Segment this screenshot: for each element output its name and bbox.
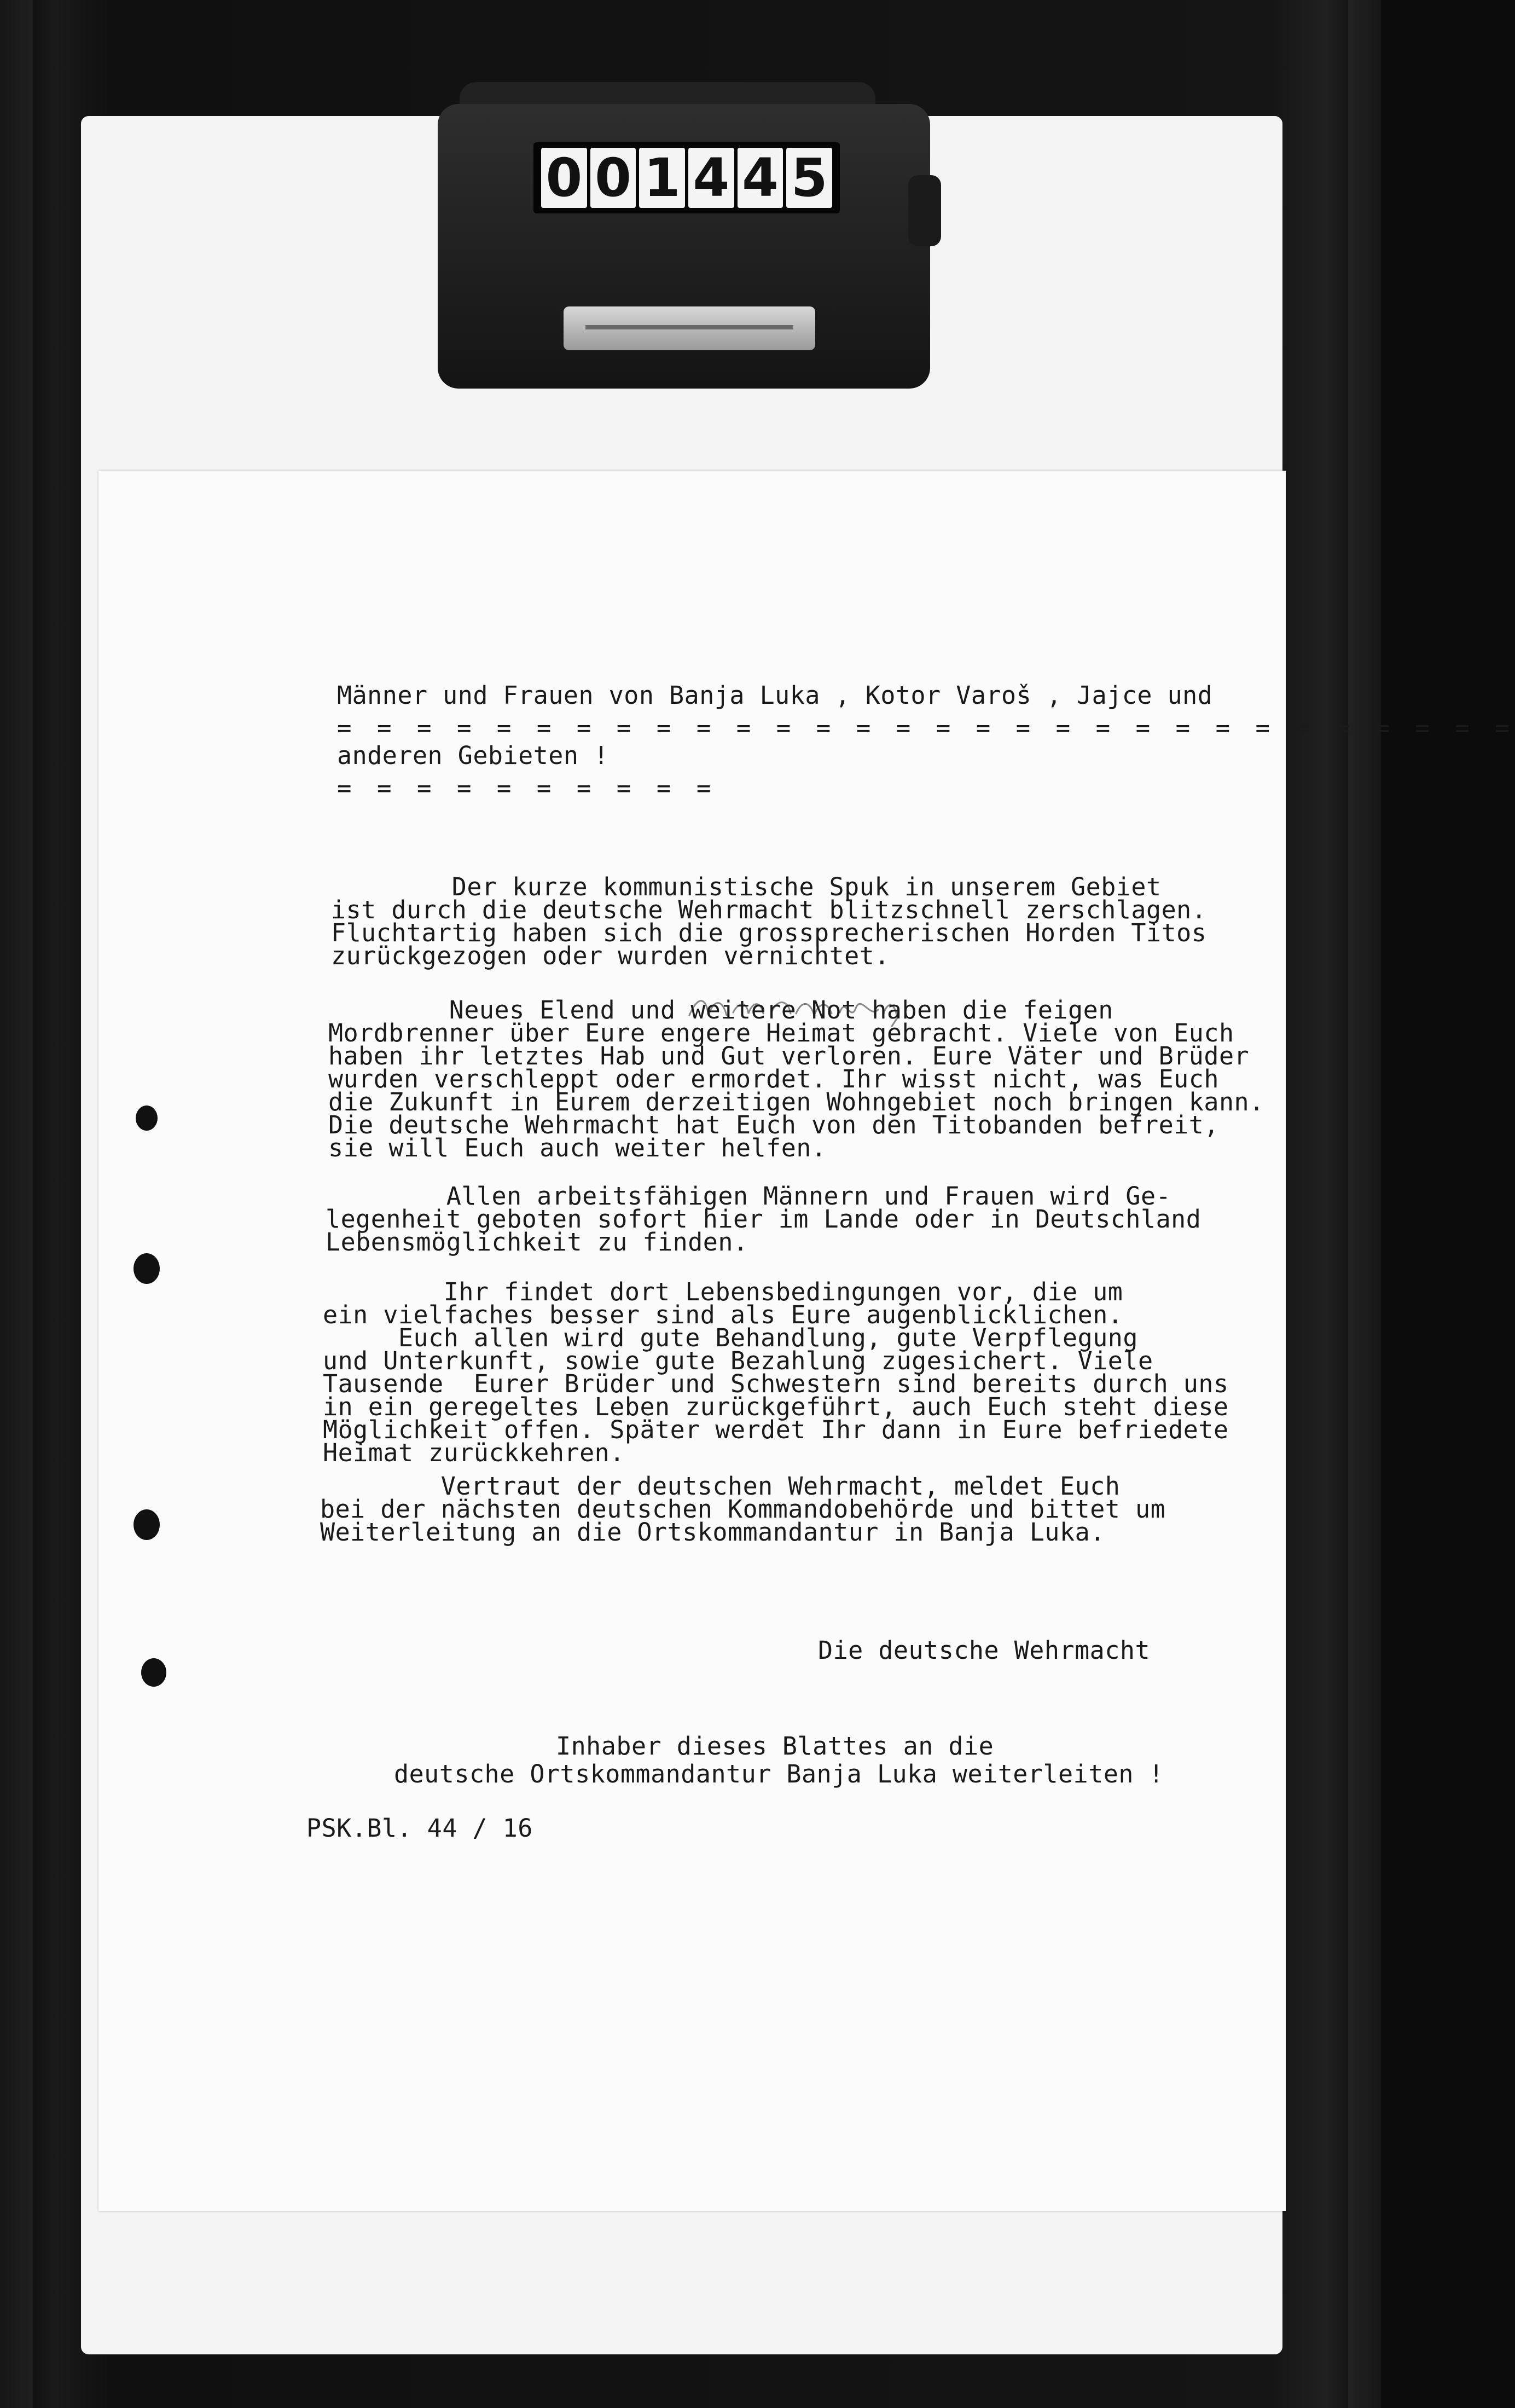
counter-digit: 0	[541, 148, 587, 208]
paragraph-line: in ein geregeltes Leben zurückgeführt, auch Euch steht diese	[323, 1392, 1229, 1421]
paragraph-line: Weiterleitung an die Ortskommandantur in Banja Luka.	[320, 1518, 1105, 1547]
counter-knob	[908, 175, 941, 246]
document-body	[98, 471, 1515, 2211]
paragraph-line: Heimat zurückkehren.	[323, 1438, 625, 1467]
paragraph-line: Lebensmöglichkeit zu finden.	[326, 1228, 748, 1257]
heading-line-2: anderen Gebieten !	[337, 741, 609, 770]
paragraph-line: Allen arbeitsfähigen Männern und Frauen wird Ge-	[326, 1182, 1171, 1211]
paragraph-line: Tausende Eurer Brüder und Schwestern sind bereits durch uns	[323, 1369, 1229, 1398]
frame-counter	[438, 82, 941, 389]
paragraph-line: Euch allen wird gute Behandlung, gute Verpflegung	[323, 1323, 1138, 1352]
film-edge-left	[0, 0, 33, 2408]
paragraph-line: ist durch die deutsche Wehrmacht blitzschnell zerschlagen.	[331, 895, 1207, 924]
counter-digit: 0	[590, 148, 636, 208]
paragraph-line: Ihr findet dort Lebensbedingungen vor, die um	[323, 1277, 1123, 1306]
paragraph-line: und Unterkunft, sowie gute Bezahlung zugesichert. Viele	[323, 1346, 1153, 1375]
paragraph-line: Der kurze kommunistische Spuk in unserem Gebiet	[331, 872, 1162, 901]
paragraph-line: Möglichkeit offen. Später werdet Ihr dann in Eure befriedete	[323, 1415, 1229, 1444]
paragraph-line: sie will Euch auch weiter helfen.	[328, 1133, 827, 1162]
forward-line-2: deutsche Ortskommandantur Banja Luka weiterleiten !	[394, 1759, 1164, 1788]
counter-window	[533, 142, 840, 213]
heading-rule-2: = = = = = = = = = =	[337, 774, 717, 802]
punch-hole	[136, 1105, 158, 1131]
paragraph-line: Die deutsche Wehrmacht hat Euch von den Titobanden befreit,	[328, 1110, 1219, 1139]
counter-digit: 5	[786, 148, 832, 208]
paragraph-line: haben ihr letztes Hab und Gut verloren. Eure Väter und Brüder	[328, 1041, 1250, 1070]
counter-digit: 1	[639, 148, 685, 208]
paragraph-line: wurden verschleppt oder ermordet. Ihr wisst nicht, was Euch	[328, 1064, 1219, 1093]
signature: Die deutsche Wehrmacht	[818, 1636, 1151, 1665]
counter-digit: 4	[738, 148, 783, 208]
document-sheet	[98, 471, 1515, 2211]
paragraph-line: Vertraut der deutschen Wehrmacht, meldet Euch	[320, 1472, 1121, 1501]
forward-line-1: Inhaber dieses Blattes an die	[556, 1732, 994, 1761]
punch-hole	[133, 1509, 160, 1540]
heading-rule-1: = = = = = = = = = = = = = = = = = = = = = = = = = = = = = =	[337, 714, 1515, 742]
paragraph-line: die Zukunft in Eurem derzeitigen Wohngebiet noch bringen kann.	[328, 1087, 1264, 1116]
punch-hole	[141, 1658, 166, 1687]
paragraph-line: Neues Elend und weitere Not haben die feigen	[328, 995, 1113, 1024]
paragraph-line: Fluchtartig haben sich die grossprecherischen Horden Titos	[331, 918, 1207, 947]
film-edge-right	[1348, 0, 1381, 2408]
paragraph-line: ein vielfaches besser sind als Eure augenblicklichen.	[323, 1300, 1123, 1329]
paragraph-line: bei der nächsten deutschen Kommandobehörde und bittet um	[320, 1495, 1166, 1524]
heading-line-1: Männer und Frauen von Banja Luka , Kotor Varoš , Jajce und	[337, 681, 1213, 710]
counter-plate	[564, 306, 815, 350]
counter-digit: 4	[688, 148, 734, 208]
paragraph-line: zurückgezogen oder wurden vernichtet.	[331, 941, 890, 970]
paragraph-line: Mordbrenner über Eure engere Heimat gebracht. Viele von Euch	[328, 1018, 1234, 1047]
reference-number: PSK.Bl. 44 / 16	[306, 1814, 533, 1843]
punch-hole	[133, 1253, 160, 1284]
paragraph-line: legenheit geboten sofort hier im Lande oder in Deutschland	[326, 1205, 1201, 1234]
